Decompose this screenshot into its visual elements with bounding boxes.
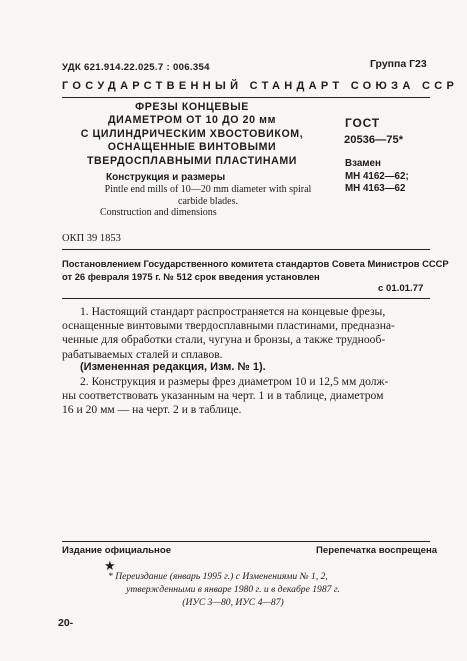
decree-line: Постановлением Государственного комитета стандартов Совета Министров СССР [62, 258, 449, 269]
paragraph-line: ченные для обработки стали, чугуна и бронзы, а также труднооб- [62, 333, 386, 347]
replaced-standard: МН 4162—62; [345, 171, 409, 182]
footer-divider [62, 541, 430, 542]
effective-date-rule [62, 298, 430, 299]
paragraph-1 [62, 305, 430, 362]
reissue-note [108, 570, 358, 609]
okp-code: ОКП 39 1853 [62, 233, 121, 244]
amendment-note: (Измененная редакция, Изм. № 1). [80, 361, 266, 373]
effective-date: с 01.01.77 [378, 283, 424, 294]
gost-label: ГОСТ [345, 116, 380, 130]
english-title-line: carbide blades. [178, 195, 238, 207]
decree-line: от 26 февраля 1975 г. № 512 срок введения установлен [62, 271, 320, 283]
title-line: ОСНАЩЕННЫЕ ВИНТОВЫМИ [107, 141, 277, 154]
replaces-list [345, 171, 409, 196]
replaces-label: Взамен [345, 158, 381, 169]
paragraph-line: 1. Настоящий стандарт распространяется на концевые фрезы, [80, 305, 386, 318]
page-number: 20- [58, 617, 74, 629]
title-line: ДИАМЕТРОМ ОТ 10 ДО 20 мм [107, 114, 277, 127]
subtitle: Конструкция и размеры [106, 172, 226, 183]
title-divider [62, 249, 430, 250]
official-edition: Издание официальное [62, 545, 172, 556]
english-title [92, 184, 324, 219]
reissue-line: * Переиздание (январь 1995 г.) с Изменениями № 1, 2, [108, 571, 328, 582]
paragraph-line: 2. Конструкция и размеры фрез диаметром 10 и 12,5 мм долж- [80, 375, 389, 388]
title-line: ФРЕЗЫ КОНЦЕВЫЕ [135, 101, 249, 113]
title-line: С ЦИЛИНДРИЧЕСКИМ ХВОСТОВИКОМ, [80, 127, 304, 140]
paragraph-line: ны соответствовать указанным на черт. 1 и в таблице, диаметром [62, 389, 384, 403]
english-title-line: Pintle end mills of 10—20 mm diameter with spiral [104, 184, 312, 195]
paragraph-2 [62, 375, 430, 418]
paragraph-line: 16 и 20 мм — на черт. 2 и в таблице. [62, 403, 242, 417]
paragraph-line: рабатываемых сталей и сплавов. [62, 347, 223, 361]
replaced-standard: МН 4163—62 [345, 183, 406, 195]
standard-title [62, 101, 322, 168]
group-code: Группа Г23 [370, 58, 427, 70]
gost-number: 20536—75* [344, 134, 404, 146]
reissue-line: (ИУС 3—80, ИУС 4—87) [182, 597, 284, 608]
english-title-line: Construction and dimensions [100, 207, 217, 219]
udk-code: УДК 621.914.22.025.7 : 006.354 [62, 62, 210, 73]
header-divider [62, 97, 430, 98]
star-icon: ★ [104, 558, 116, 573]
title-line: ТВЕРДОСПЛАВНЫМИ ПЛАСТИНАМИ [86, 154, 298, 167]
state-standard-heading: ГОСУДАРСТВЕННЫЙ СТАНДАРТ СОЮЗА ССР [62, 80, 459, 92]
paragraph-line: оснащенные винтовыми твердосплавными пластинами, предназна- [62, 319, 395, 333]
reprint-prohibited: Перепечатка воспрещена [316, 545, 438, 556]
reissue-line: утвержденными в январе 1980 г. и в декабре 1987 г. [126, 584, 340, 595]
decree-text [62, 257, 449, 284]
